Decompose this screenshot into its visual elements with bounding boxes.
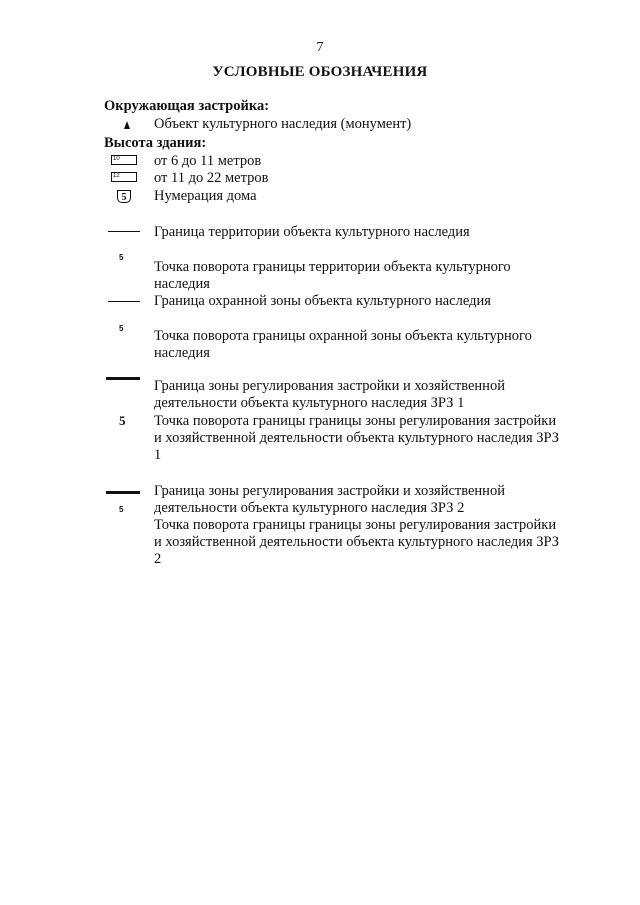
protection-zone-turn-point-icon: 5 [119,324,124,333]
zrz1-turn-point-icon: 5 [119,413,126,428]
territory-turn-point-icon: 5 [119,253,124,262]
legend-house-number-label: Нумерация дома [154,188,257,204]
building-height-low-label: 10 [113,156,120,162]
legend-protection-zone-boundary-label: Граница охранной зоны объекта культурного наследия [154,293,491,309]
legend-zrz1-boundary-label: Граница зоны регулирования застройки и хозяйственной деятельности объекта культурного наследия ЗРЗ 1 [154,378,505,411]
building-height-high-icon [111,172,137,182]
legend-zrz2-boundary-label: Граница зоны регулирования застройки и хозяйственной деятельности объекта культурного наследия ЗРЗ 2 [154,483,505,516]
legend-territory-turn-point-label: Точка поворота границы территории объекта культурного наследия [154,259,511,292]
page-number: 7 [316,40,324,55]
section-heading-height: Высота здания: [104,135,207,151]
house-number-icon [117,190,131,203]
legend-heritage-territory-boundary-label: Граница территории объекта культурного наследия [154,224,470,240]
zrz2-turn-point-icon: 5 [119,505,124,514]
house-number-symbol-label: 5 [121,192,127,203]
legend-protection-zone-turn-point-label: Точка поворота границы охранной зоны объекта культурного наследия [154,328,532,361]
legend-monument-label: Объект культурного наследия (монумент) [154,116,412,132]
building-height-low-icon [111,155,137,165]
protection-zone-boundary-line-icon [108,301,140,302]
section-heading-surroundings: Окружающая застройка: [104,98,270,114]
legend-height-low-label: от 6 до 11 метров [154,153,262,169]
building-height-high-label: 12 [113,173,120,179]
zrz1-boundary-line-icon [106,377,140,380]
page-title: УСЛОВНЫЕ ОБОЗНАЧЕНИЯ [212,64,428,80]
zrz2-boundary-line-icon [106,491,140,494]
monument-icon [123,120,131,130]
legend-zrz2-turn-point-label: Точка поворота границы границы зоны регулирования застройки и хозяйственной деятельности объекта культурного наследия ЗРЗ 2 [154,517,560,567]
legend-zrz1-turn-point-label: Точка поворота границы границы зоны регулирования застройки и хозяйственной деятельности объекта культурного наследия ЗРЗ 1 [154,413,560,463]
legend-height-high-label: от 11 до 22 метров [154,170,269,186]
heritage-territory-boundary-line-icon [108,231,140,232]
